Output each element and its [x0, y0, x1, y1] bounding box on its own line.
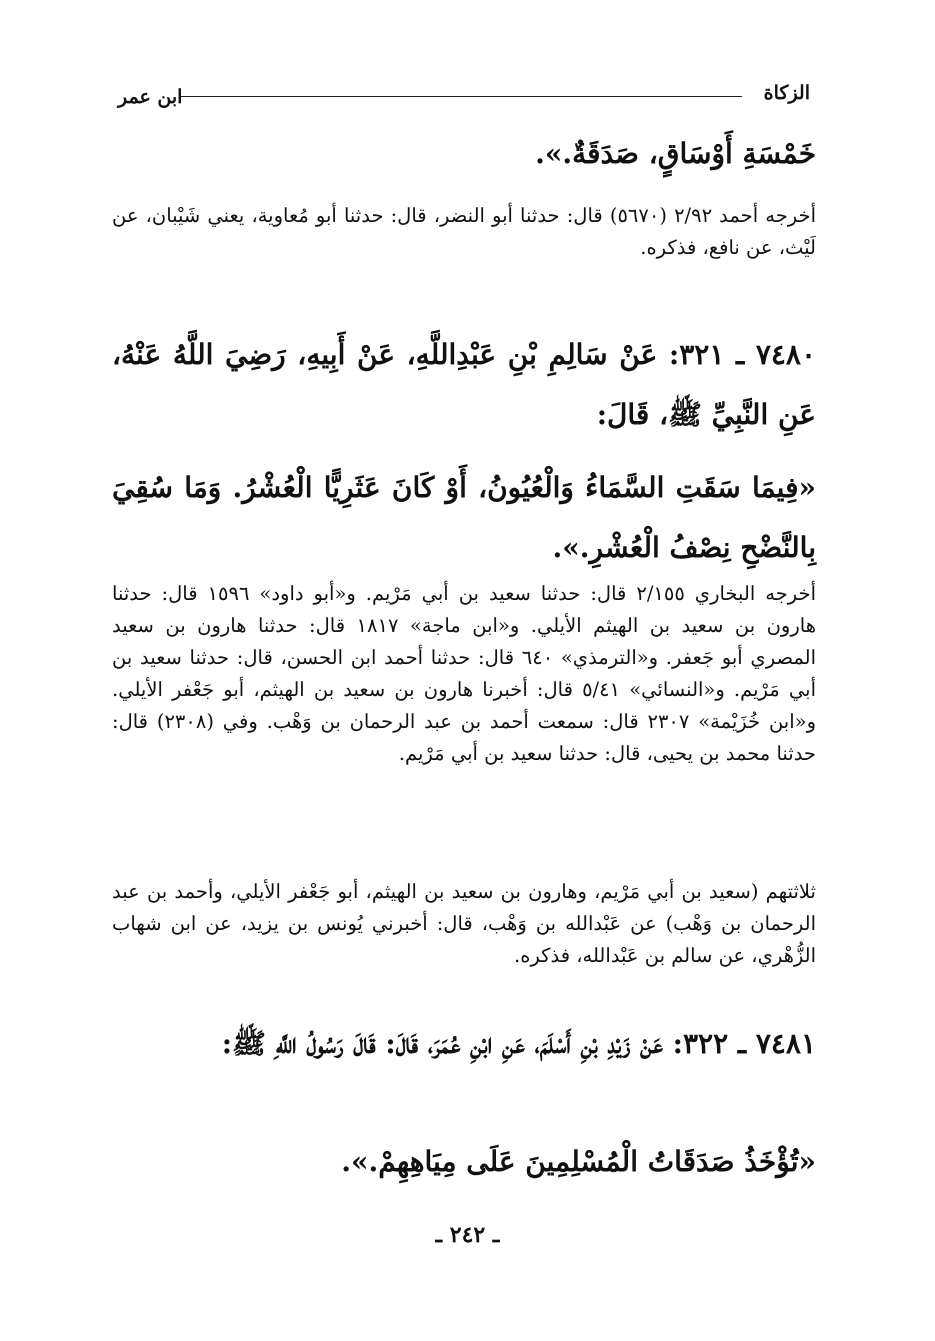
narrator-name: ابن عمر	[118, 86, 183, 108]
hadith-7480-isnad: ٧٤٨٠ ـ ٣٢١: عَنْ سَالِمِ بْنِ عَبْدِاللَّهِ، عَنْ أَبِيهِ، رَضِيَ اللَّهُ عَنْهُ، عَنِ النَّبِيِّ ﷺ، قَالَ:	[112, 338, 816, 431]
takhrij-note-2: أخرجه البخاري ٢/١٥٥ قال: حدثنا سعيد بن أبي مَرْيم. و«أبو داود» ١٥٩٦ قال: حدثنا هارون بن سعيد بن الهيثم الأيلي. و«ابن ماجة» ١٨١٧ قال: حدثنا هارون بن سعيد المصري أبو جَعفر. و«الترمذي» ٦٤٠ قال: حدثنا أحمد ابن الحسن، قال: حدثنا سعيد بن أبي مَرْيم. و«النسائي» ٥/٤١ قال: أخبرنا هارون بن سعيد بن الهيثم، أبو جَعْفر الأيلي. و«ابن خُزَيْمة» ٢٣٠٧ قال: سمعت أحمد بن عبد الرحمان بن وَهْب. وفي (٢٣٠٨) قال: حدثنا محمد بن يحيى، قال: حدثنا سعيد بن أبي مَرْيم.	[112, 582, 816, 765]
takhrij-note-3: ثلاثتهم (سعيد بن أبي مَرْيم، وهارون بن سعيد بن الهيثم، أبو جَعْفر الأيلي، وأحمد بن عبد الرحمان بن وَهْب) عن عَبْدالله بن وَهْب، قال: أخبرني يُونس بن يزيد، عن ابن شهاب الزُّهْري، عن سالم بن عَبْدالله، فذكره.	[112, 880, 816, 967]
hadith-ending: خَمْسَةِ أَوْسَاقٍ، صَدَقَةٌ.».	[535, 137, 816, 170]
hadith-7481-matn: «تُؤْخَذُ صَدَقَاتُ الْمُسْلِمِينَ عَلَى مِيَاهِهِمْ.».	[341, 1145, 816, 1178]
section-title: الزكاة	[763, 82, 810, 104]
takhrij-note-1: أخرجه أحمد ٢/٩٢ (٥٦٧٠) قال: حدثنا أبو النضر، قال: حدثنا أبو مُعاوية، يعني شَيْبان، عن لَيْث، عن نافع، فذكره.	[112, 204, 816, 259]
running-header	[118, 82, 810, 114]
page-number: ـ ٢٤٢ ـ	[435, 1222, 500, 1248]
hadith-7481-isnad: ٧٤٨١ ـ ٣٢٢: عَنْ زَيْدِ بْنِ أَسْلَمَ، عَنِ ابْنِ عُمَرَ، قَالَ: قَالَ رَسُولُ اللَّهِ ﷺ:	[221, 1027, 816, 1060]
hadith-7480-matn: «فِيمَا سَقَتِ السَّمَاءُ وَالْعُيُونُ، أَوْ كَانَ عَثَرِيًّا الْعُشْرُ. وَمَا سُقِيَ بِالنَّضْحِ نِصْفُ الْعُشْرِ.».	[112, 471, 816, 564]
header-rule	[180, 96, 742, 97]
